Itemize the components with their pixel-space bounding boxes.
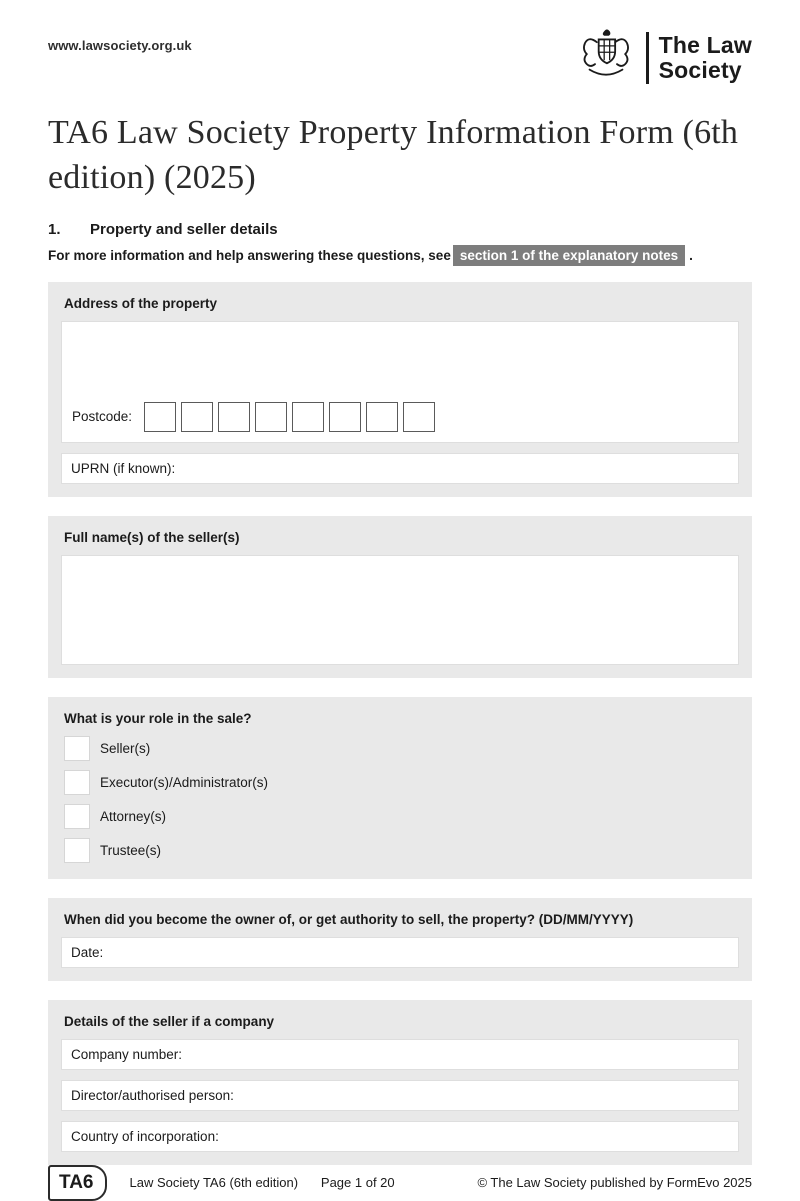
ta6-badge: TA6 bbox=[48, 1165, 107, 1201]
seller-names-box bbox=[48, 516, 752, 678]
page-footer bbox=[48, 1165, 752, 1201]
law-society-logo bbox=[574, 26, 752, 89]
uprn-label: UPRN (if known): bbox=[71, 460, 176, 476]
company-number-label: Company number: bbox=[71, 1046, 183, 1062]
role-option-attorneys bbox=[64, 804, 739, 829]
sellers-option-label: Seller(s) bbox=[100, 740, 151, 756]
incorporation-country-label: Country of incorporation: bbox=[71, 1128, 219, 1144]
postcode-cell-6[interactable] bbox=[329, 402, 361, 432]
seller-names-label: Full name(s) of the seller(s) bbox=[64, 529, 240, 545]
postcode-label: Postcode: bbox=[72, 409, 133, 425]
section-title: Property and seller details bbox=[90, 220, 278, 238]
ownership-date-field[interactable] bbox=[61, 937, 739, 968]
director-field[interactable] bbox=[61, 1080, 739, 1111]
explanatory-note-line bbox=[48, 248, 752, 263]
role-option-trustees bbox=[64, 838, 739, 863]
date-label: Date: bbox=[71, 944, 104, 960]
role-option-sellers bbox=[64, 736, 739, 761]
ownership-question-label: When did you become the owner of, or get authority to sell, the property? (DD/MM/YYYY) bbox=[64, 911, 634, 927]
postcode-row bbox=[72, 402, 728, 432]
postcode-cell-1[interactable] bbox=[144, 402, 176, 432]
seller-names-input[interactable] bbox=[61, 555, 739, 665]
company-details-box bbox=[48, 1000, 752, 1165]
trustees-option-label: Trustee(s) bbox=[100, 842, 162, 858]
attorneys-checkbox[interactable] bbox=[64, 804, 90, 829]
ownership-date-box bbox=[48, 898, 752, 981]
company-number-field[interactable] bbox=[61, 1039, 739, 1070]
postcode-cell-3[interactable] bbox=[218, 402, 250, 432]
incorporation-country-field[interactable] bbox=[61, 1121, 739, 1152]
sellers-checkbox[interactable] bbox=[64, 736, 90, 761]
postcode-cell-2[interactable] bbox=[181, 402, 213, 432]
executors-option-label: Executor(s)/Administrator(s) bbox=[100, 774, 269, 790]
role-label: What is your role in the sale? bbox=[64, 710, 252, 726]
director-label: Director/authorised person: bbox=[71, 1087, 234, 1103]
postcode-cell-7[interactable] bbox=[366, 402, 398, 432]
logo-divider bbox=[646, 32, 649, 84]
note-prefix: For more information and help answering these questions, see bbox=[48, 247, 451, 263]
note-suffix: . bbox=[689, 247, 693, 263]
address-label: Address of the property bbox=[64, 295, 218, 311]
logo-line-1: The Law bbox=[658, 31, 752, 58]
company-details-label: Details of the seller if a company bbox=[64, 1013, 275, 1029]
footer-page-number: Page 1 of 20 bbox=[320, 1175, 395, 1191]
law-society-crest-icon bbox=[574, 26, 638, 89]
role-option-executors bbox=[64, 770, 739, 795]
executors-checkbox[interactable] bbox=[64, 770, 90, 795]
role-box bbox=[48, 697, 752, 879]
postcode-cell-4[interactable] bbox=[255, 402, 287, 432]
section-number: 1. bbox=[48, 220, 61, 238]
footer-form-name: Law Society TA6 (6th edition) bbox=[129, 1175, 299, 1191]
section-heading bbox=[48, 221, 752, 238]
trustees-checkbox[interactable] bbox=[64, 838, 90, 863]
address-input[interactable] bbox=[61, 321, 739, 443]
page-header bbox=[48, 26, 752, 89]
uprn-field[interactable] bbox=[61, 453, 739, 484]
address-box bbox=[48, 282, 752, 497]
page-title: TA6 Law Society Property Information Form (6th edition) (2025) bbox=[48, 114, 739, 196]
website-link[interactable]: www.lawsociety.org.uk bbox=[48, 38, 192, 53]
attorneys-option-label: Attorney(s) bbox=[100, 808, 167, 824]
postcode-cell-5[interactable] bbox=[292, 402, 324, 432]
footer-copyright: © The Law Society published by FormEvo 2025 bbox=[477, 1175, 752, 1191]
logo-wordmark bbox=[659, 33, 752, 83]
explanatory-notes-link[interactable]: section 1 of the explanatory notes bbox=[453, 245, 685, 266]
postcode-cell-8[interactable] bbox=[403, 402, 435, 432]
logo-line-2: Society bbox=[658, 56, 742, 83]
